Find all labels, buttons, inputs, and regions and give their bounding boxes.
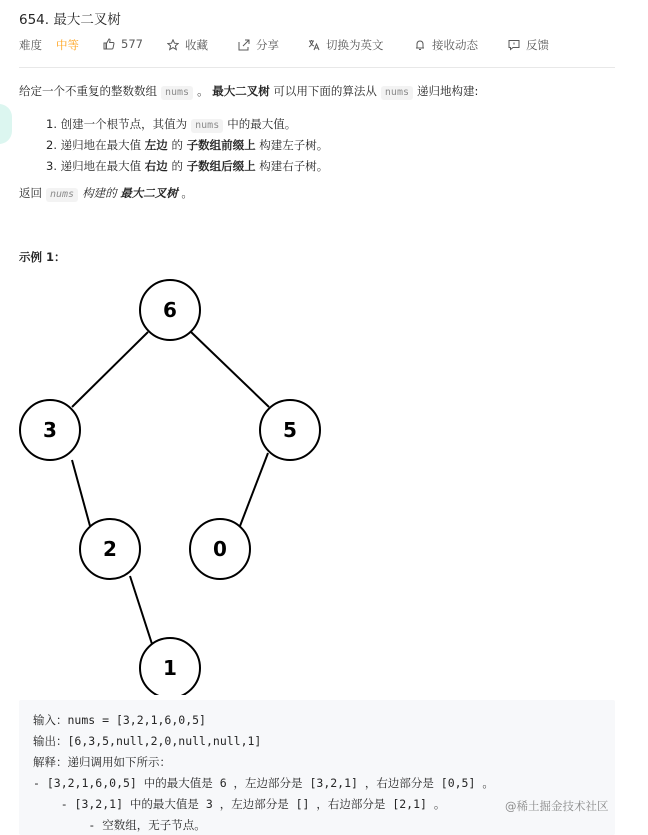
problem-title: 654. 最大二叉树 — [19, 12, 121, 28]
tree-edges — [72, 332, 269, 644]
intro-bold: 最大二叉树 — [212, 84, 270, 98]
feedback-button[interactable] — [508, 37, 549, 53]
difficulty-value: 中等 — [56, 38, 79, 52]
step-text: 中的最大值。 — [227, 117, 297, 131]
step-bold: 子数组后缀上 — [186, 159, 256, 173]
step-item — [46, 137, 328, 158]
step-number: 2. — [46, 138, 57, 152]
bell-icon — [414, 39, 426, 51]
code-line: - [3,2,1,6,0,5] 中的最大值是 6 ，左边部分是 [3,2,1] ，右边部分是 [0,5] 。 — [33, 776, 494, 790]
side-accent-decoration — [0, 104, 12, 144]
node-label: 3 — [43, 418, 57, 442]
share-icon — [238, 39, 250, 51]
intro-text: 可以用下面的算法从 — [273, 84, 377, 98]
feedback-icon — [508, 39, 520, 51]
node-label: 6 — [163, 298, 177, 322]
favorite-button[interactable] — [167, 37, 208, 53]
return-bold: 最大二叉树 — [120, 186, 178, 200]
step-item — [46, 116, 328, 137]
tree-node — [20, 400, 80, 460]
step-text: 创建一个根节点，其值为 — [60, 117, 188, 131]
edge-3-2 — [72, 460, 90, 526]
node-label: 1 — [163, 656, 177, 680]
description-intro — [19, 83, 478, 100]
edge-6-5 — [191, 332, 269, 407]
step-text: 递归地在最大值 — [60, 159, 142, 173]
tree-node — [140, 638, 200, 695]
like-count: 577 — [121, 37, 143, 51]
favorite-label: 收藏 — [185, 38, 208, 52]
step-text: 构建左子树。 — [259, 138, 329, 152]
share-label: 分享 — [256, 38, 279, 52]
step-bold: 右边 — [144, 159, 168, 173]
inline-code: nums — [46, 188, 78, 202]
star-icon — [167, 39, 179, 51]
return-text: 返回 — [19, 186, 42, 200]
code-line: 解释：递归调用如下所示： — [33, 755, 171, 769]
notify-label: 接收动态 — [432, 38, 478, 52]
tree-node — [190, 519, 250, 579]
step-text: 构建右子树。 — [259, 159, 329, 173]
tree-node — [260, 400, 320, 460]
step-number: 3. — [46, 159, 57, 173]
translate-button[interactable] — [308, 37, 384, 53]
step-item — [46, 158, 328, 179]
step-bold: 左边 — [144, 138, 168, 152]
intro-text: 递归地构建: — [417, 84, 479, 98]
example-code-block — [19, 700, 615, 835]
binary-tree-diagram — [0, 270, 648, 695]
tree-node — [80, 519, 140, 579]
code-line: - [3,2,1] 中的最大值是 3 ，左边部分是 [] ，右边部分是 [2,1] 。 — [33, 797, 446, 811]
header-divider — [19, 67, 615, 68]
edge-6-3 — [72, 332, 148, 407]
return-text: 构建的 — [82, 186, 117, 200]
step-text: 的 — [171, 138, 183, 152]
edge-5-0 — [240, 453, 268, 526]
step-bold: 子数组前缀上 — [186, 138, 256, 152]
inline-code: nums — [161, 86, 193, 100]
example-label: 示例 1： — [19, 250, 66, 264]
translate-icon — [308, 39, 320, 51]
inline-code: nums — [191, 119, 223, 133]
difficulty-label: 难度 — [19, 38, 42, 52]
intro-text: 。 — [197, 84, 209, 98]
feedback-label: 反馈 — [526, 38, 549, 52]
return-text: 。 — [181, 186, 193, 200]
translate-label: 切换为英文 — [326, 38, 384, 52]
watermark: @稀土掘金技术社区 — [505, 799, 609, 813]
inline-code: nums — [381, 86, 413, 100]
like-button[interactable] — [103, 37, 143, 51]
node-label: 5 — [283, 418, 297, 442]
step-text: 的 — [171, 159, 183, 173]
node-label: 2 — [103, 537, 117, 561]
difficulty — [19, 37, 79, 53]
notify-button[interactable] — [414, 37, 478, 53]
return-statement — [19, 185, 193, 202]
thumbs-up-icon — [103, 38, 115, 50]
code-line: 输出：[6,3,5,null,2,0,null,null,1] — [33, 734, 262, 748]
code-line: - 空数组，无子节点。 — [33, 818, 206, 832]
code-line: 输入：nums = [3,2,1,6,0,5] — [33, 713, 206, 727]
intro-text: 给定一个不重复的整数数组 — [19, 84, 157, 98]
tree-node — [140, 280, 200, 340]
node-label: 0 — [213, 537, 227, 561]
step-number: 1. — [46, 117, 57, 131]
algorithm-steps — [46, 116, 328, 179]
step-text: 递归地在最大值 — [60, 138, 142, 152]
edge-2-1 — [130, 576, 152, 644]
share-button[interactable] — [238, 37, 279, 53]
